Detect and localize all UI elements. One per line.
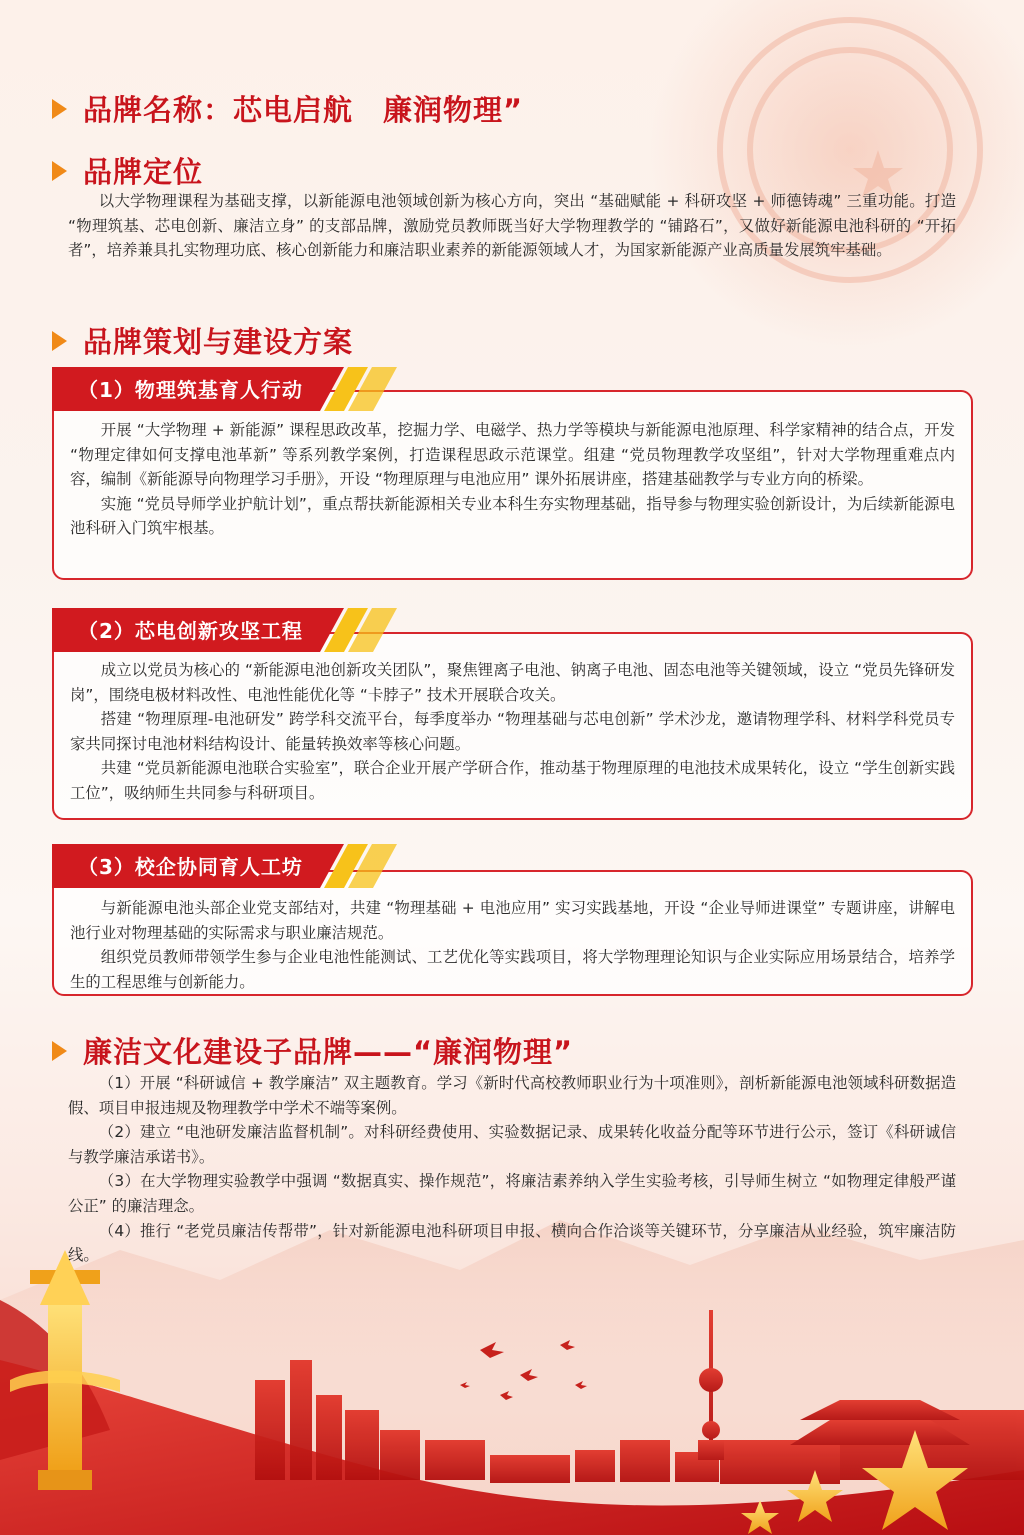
integrity-item: （1）开展 “科研诚信 + 教学廉洁” 双主题教育。学习《新时代高校教师职业行为十项准则》，剖析新能源电池领域科研数据造假、项目申报违规及物理教学中学术不端等案例。 — [68, 1074, 956, 1117]
positioning-title: 品牌定位 — [83, 155, 204, 189]
brand-name-heading — [52, 88, 523, 129]
plan-card-2 — [52, 632, 973, 820]
brand-name-label: 品牌名称：芯电启航 廉润物理” — [83, 93, 524, 127]
positioning-text: 以大学物理课程为基础支撑，以新能源电池领域创新为核心方向，突出 “基础赋能 + 科研攻坚 + 师德铸魂” 三重功能。打造 “物理筑基、芯电创新、廉洁立身” 的支部品牌，激励党员教师既当好大学物理教学的 “铺路石”，又做好新能源电池科研的 “开拓者”，培养兼具扎实物理功底、核心创新能力和廉洁职业素养的新能源领域人才，为国家新能源产业高质量发展筑牢基础。 — [68, 192, 956, 260]
plan-card-2-tab — [52, 608, 397, 652]
plan-card-1-tab — [52, 367, 397, 411]
plan-card-3-paragraph: 与新能源电池头部企业党支部结对，共建 “物理基础 + 电池应用” 实习实践基地，开设 “企业导师进课堂” 专题讲座，讲解电池行业对物理基础的实际需求与职业廉洁规范。 — [70, 899, 955, 942]
positioning-heading — [52, 150, 203, 191]
plan-card-2-paragraph: 搭建 “物理原理-电池研发” 跨学科交流平台，每季度举办 “物理基础与芯电创新” 学术沙龙，邀请物理学科、材料学科党员专家共同探讨电池材料结构设计、能量转换效率等核心问题。 — [70, 710, 955, 753]
plan-card-3-label: （3）校企协同育人工坊 — [78, 855, 303, 879]
plan-card-1 — [52, 390, 973, 580]
positioning-paragraph — [68, 189, 956, 263]
plan-card-3-paragraph: 组织党员教师带领学生参与企业电池性能测试、工艺优化等实践项目，将大学物理理论知识与企业实际应用场景结合，培养学生的工程思维与创新能力。 — [70, 948, 955, 991]
plan-card-1-label: （1）物理筑基育人行动 — [78, 378, 303, 402]
plan-card-3-body — [70, 896, 955, 994]
integrity-heading — [52, 1030, 573, 1071]
plan-title: 品牌策划与建设方案 — [83, 325, 354, 359]
plan-card-2-body — [70, 658, 955, 806]
plan-heading — [52, 320, 353, 361]
triangle-bullet-icon — [52, 99, 67, 119]
plan-card-1-paragraph: 开展 “大学物理 + 新能源” 课程思政改革，挖掘力学、电磁学、热力学等模块与新能源电池原理、科学家精神的结合点，开发 “物理定律如何支撑电池革新” 等系列教学案例，打造课程思政示范课堂。组建 “党员物理教学攻坚组”，针对大学物理重难点内容，编制《新能源导向物理学习手册》，开设 “物理原理与电池应用” 课外拓展讲座，搭建基础教学与专业方向的桥梁。 — [70, 421, 955, 489]
plan-card-3 — [52, 870, 973, 996]
plan-card-1-body — [70, 418, 955, 541]
triangle-bullet-icon — [52, 1041, 67, 1061]
plan-card-2-paragraph: 共建 “党员新能源电池联合实验室”，联合企业开展产学研合作，推动基于物理原理的电池技术成果转化，设立 “学生创新实践工位”，吸纳师生共同参与科研项目。 — [70, 759, 955, 802]
integrity-list — [68, 1071, 956, 1268]
plan-card-3-tab — [52, 844, 397, 888]
triangle-bullet-icon — [52, 161, 67, 181]
integrity-item: （3）在大学物理实验教学中强调 “数据真实、操作规范”，将廉洁素养纳入学生实验考核，引导师生树立 “如物理定律般严谨公正” 的廉洁理念。 — [68, 1172, 956, 1215]
integrity-item: （4）推行 “老党员廉洁传帮带”，针对新能源电池科研项目申报、横向合作洽谈等关键环节，分享廉洁从业经验，筑牢廉洁防线。 — [68, 1221, 956, 1265]
plan-card-1-paragraph: 实施 “党员导师学业护航计划”，重点帮扶新能源相关专业本科生夯实物理基础，指导参与物理实验创新设计，为后续新能源电池科研入门筑牢根基。 — [70, 494, 955, 538]
plan-card-2-label: （2）芯电创新攻坚工程 — [78, 619, 303, 643]
integrity-item: （2）建立 “电池研发廉洁监督机制”。对科研经费使用、实验数据记录、成果转化收益分配等环节进行公示，签订《科研诚信与教学廉洁承诺书》。 — [68, 1123, 956, 1166]
triangle-bullet-icon — [52, 331, 67, 351]
plan-card-2-paragraph: 成立以党员为核心的 “新能源电池创新攻关团队”，聚焦锂离子电池、钠离子电池、固态电池等关键领域，设立 “党员先锋研发岗”，围绕电极材料改性、电池性能优化等 “卡脖子” 技术开展联合攻关。 — [70, 661, 955, 704]
integrity-title: 廉洁文化建设子品牌——“廉润物理” — [83, 1035, 574, 1069]
